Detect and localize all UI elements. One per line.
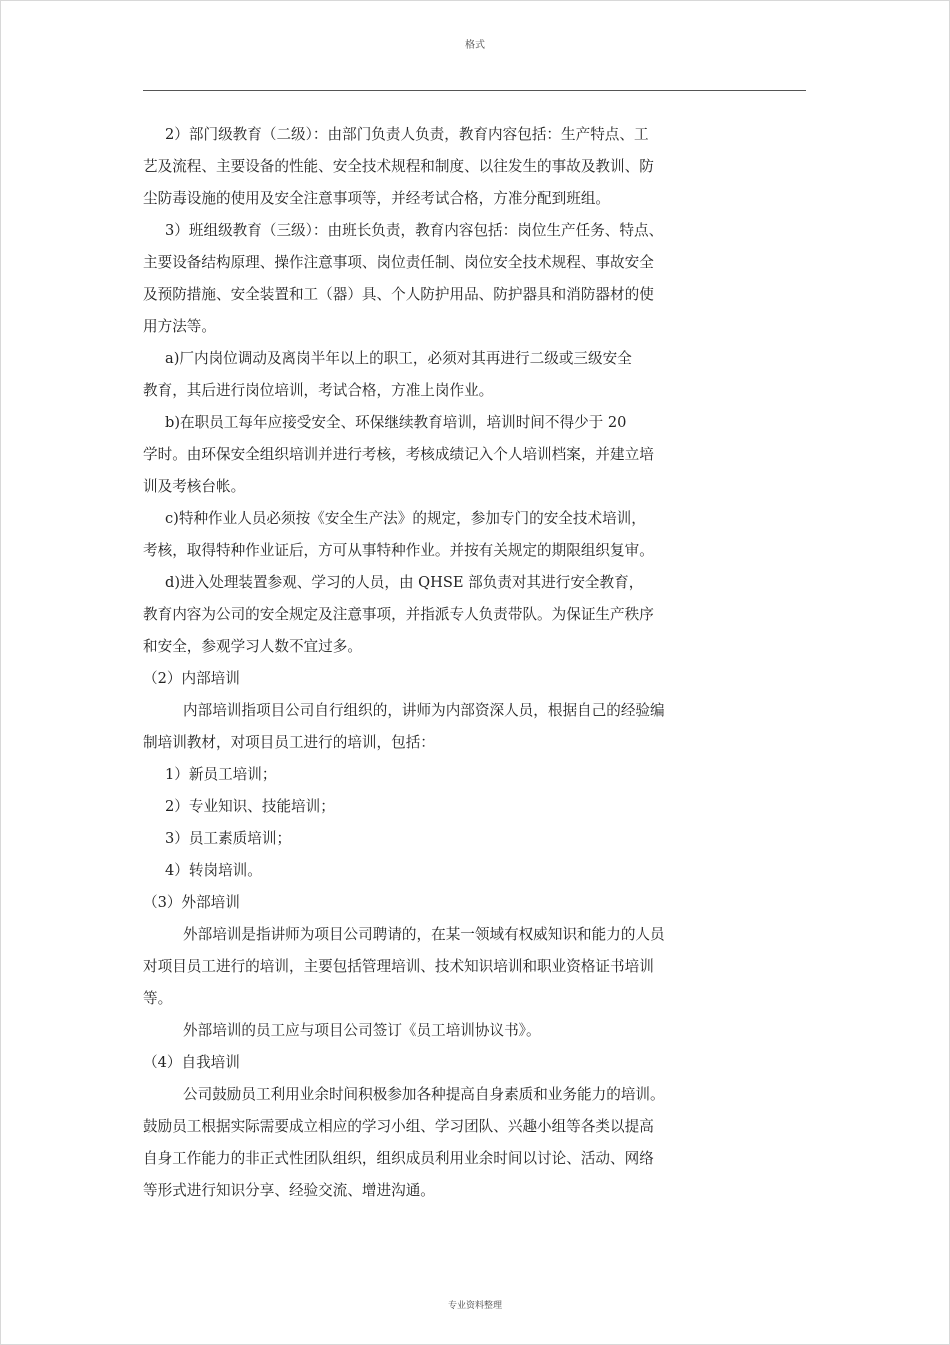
text-line: 外部培训是指讲师为项目公司聘请的，在某一领域有权威知识和能力的人员 bbox=[183, 926, 665, 943]
text-line: 主要设备结构原理、操作注意事项、岗位责任制、岗位安全技术规程、事故安全 bbox=[143, 254, 654, 271]
text-line: 2）专业知识、技能培训； bbox=[165, 798, 335, 815]
header-rule bbox=[143, 90, 806, 91]
text-line: 自身工作能力的非正式性团队组织，组织成员利用业余时间以讨论、活动、网络 bbox=[143, 1150, 654, 1167]
text-line: 3）员工素质培训； bbox=[165, 830, 292, 847]
text-line: 艺及流程、主要设备的性能、安全技术规程和制度、以往发生的事故及教训、防 bbox=[143, 158, 654, 175]
text-line: c)特种作业人员必须按《安全生产法》的规定，参加专门的安全技术培训， bbox=[165, 510, 646, 527]
text-line: 3）班组级教育（三级）：由班长负责，教育内容包括：岗位生产任务、特点、 bbox=[165, 222, 664, 239]
document-body bbox=[143, 119, 718, 1207]
text-line: 和安全，参观学习人数不宜过多。 bbox=[143, 638, 362, 655]
text-line: 对项目员工进行的培训，主要包括管理培训、技术知识培训和职业资格证书培训 bbox=[143, 958, 654, 975]
text-line: 教育，其后进行岗位培训，考试合格，方准上岗作业。 bbox=[143, 382, 494, 399]
text-line: 尘防毒设施的使用及安全注意事项等，并经考试合格，方准分配到班组。 bbox=[143, 190, 611, 207]
text-line: 等。 bbox=[143, 990, 173, 1007]
text-line: d)进入处理装置参观、学习的人员，由 QHSE 部负责对其进行安全教育， bbox=[165, 574, 644, 591]
text-line: （3）外部培训 bbox=[143, 894, 240, 911]
text-line: 及预防措施、安全装置和工（器）具、个人防护用品、防护器具和消防器材的使 bbox=[143, 286, 654, 303]
text-line: 制培训教材，对项目员工进行的培训，包括： bbox=[143, 734, 435, 751]
text-line: 鼓励员工根据实际需要成立相应的学习小组、学习团队、兴趣小组等各类以提高 bbox=[143, 1118, 654, 1135]
text-line: 等形式进行知识分享、经验交流、增进沟通。 bbox=[143, 1182, 435, 1199]
text-line: 1）新员工培训； bbox=[165, 766, 277, 783]
page-footer: 专业资料整理 bbox=[447, 1301, 502, 1311]
text-line: 学时。由环保安全组织培训并进行考核，考核成绩记入个人培训档案，并建立培 bbox=[143, 446, 654, 463]
text-line: a)厂内岗位调动及离岗半年以上的职工，必须对其再进行二级或三级安全 bbox=[165, 350, 632, 367]
text-line: 外部培训的员工应与项目公司签订《员工培训协议书》。 bbox=[183, 1022, 541, 1039]
page-header: 格式 bbox=[465, 40, 485, 51]
text-line: （4）自我培训 bbox=[143, 1054, 240, 1071]
text-line: 内部培训指项目公司自行组织的，讲师为内部资深人员，根据自己的经验编 bbox=[183, 702, 665, 719]
text-line: （2）内部培训 bbox=[143, 670, 240, 687]
text-line: 训及考核台帐。 bbox=[143, 478, 246, 495]
text-line: 2）部门级教育（二级）：由部门负责人负责，教育内容包括：生产特点、工 bbox=[165, 126, 649, 143]
text-line: 公司鼓励员工利用业余时间积极参加各种提高自身素质和业务能力的培训。 bbox=[183, 1086, 665, 1103]
text-line: b)在职员工每年应接受安全、环保继续教育培训，培训时间不得少于 20 bbox=[165, 414, 627, 431]
text-line: 4）转岗培训。 bbox=[165, 862, 262, 879]
text-line: 教育内容为公司的安全规定及注意事项，并指派专人负责带队。为保证生产秩序 bbox=[143, 606, 654, 623]
text-line: 用方法等。 bbox=[143, 318, 216, 335]
text-line: 考核，取得特种作业证后，方可从事特种作业。并按有关规定的期限组织复审。 bbox=[143, 542, 654, 559]
